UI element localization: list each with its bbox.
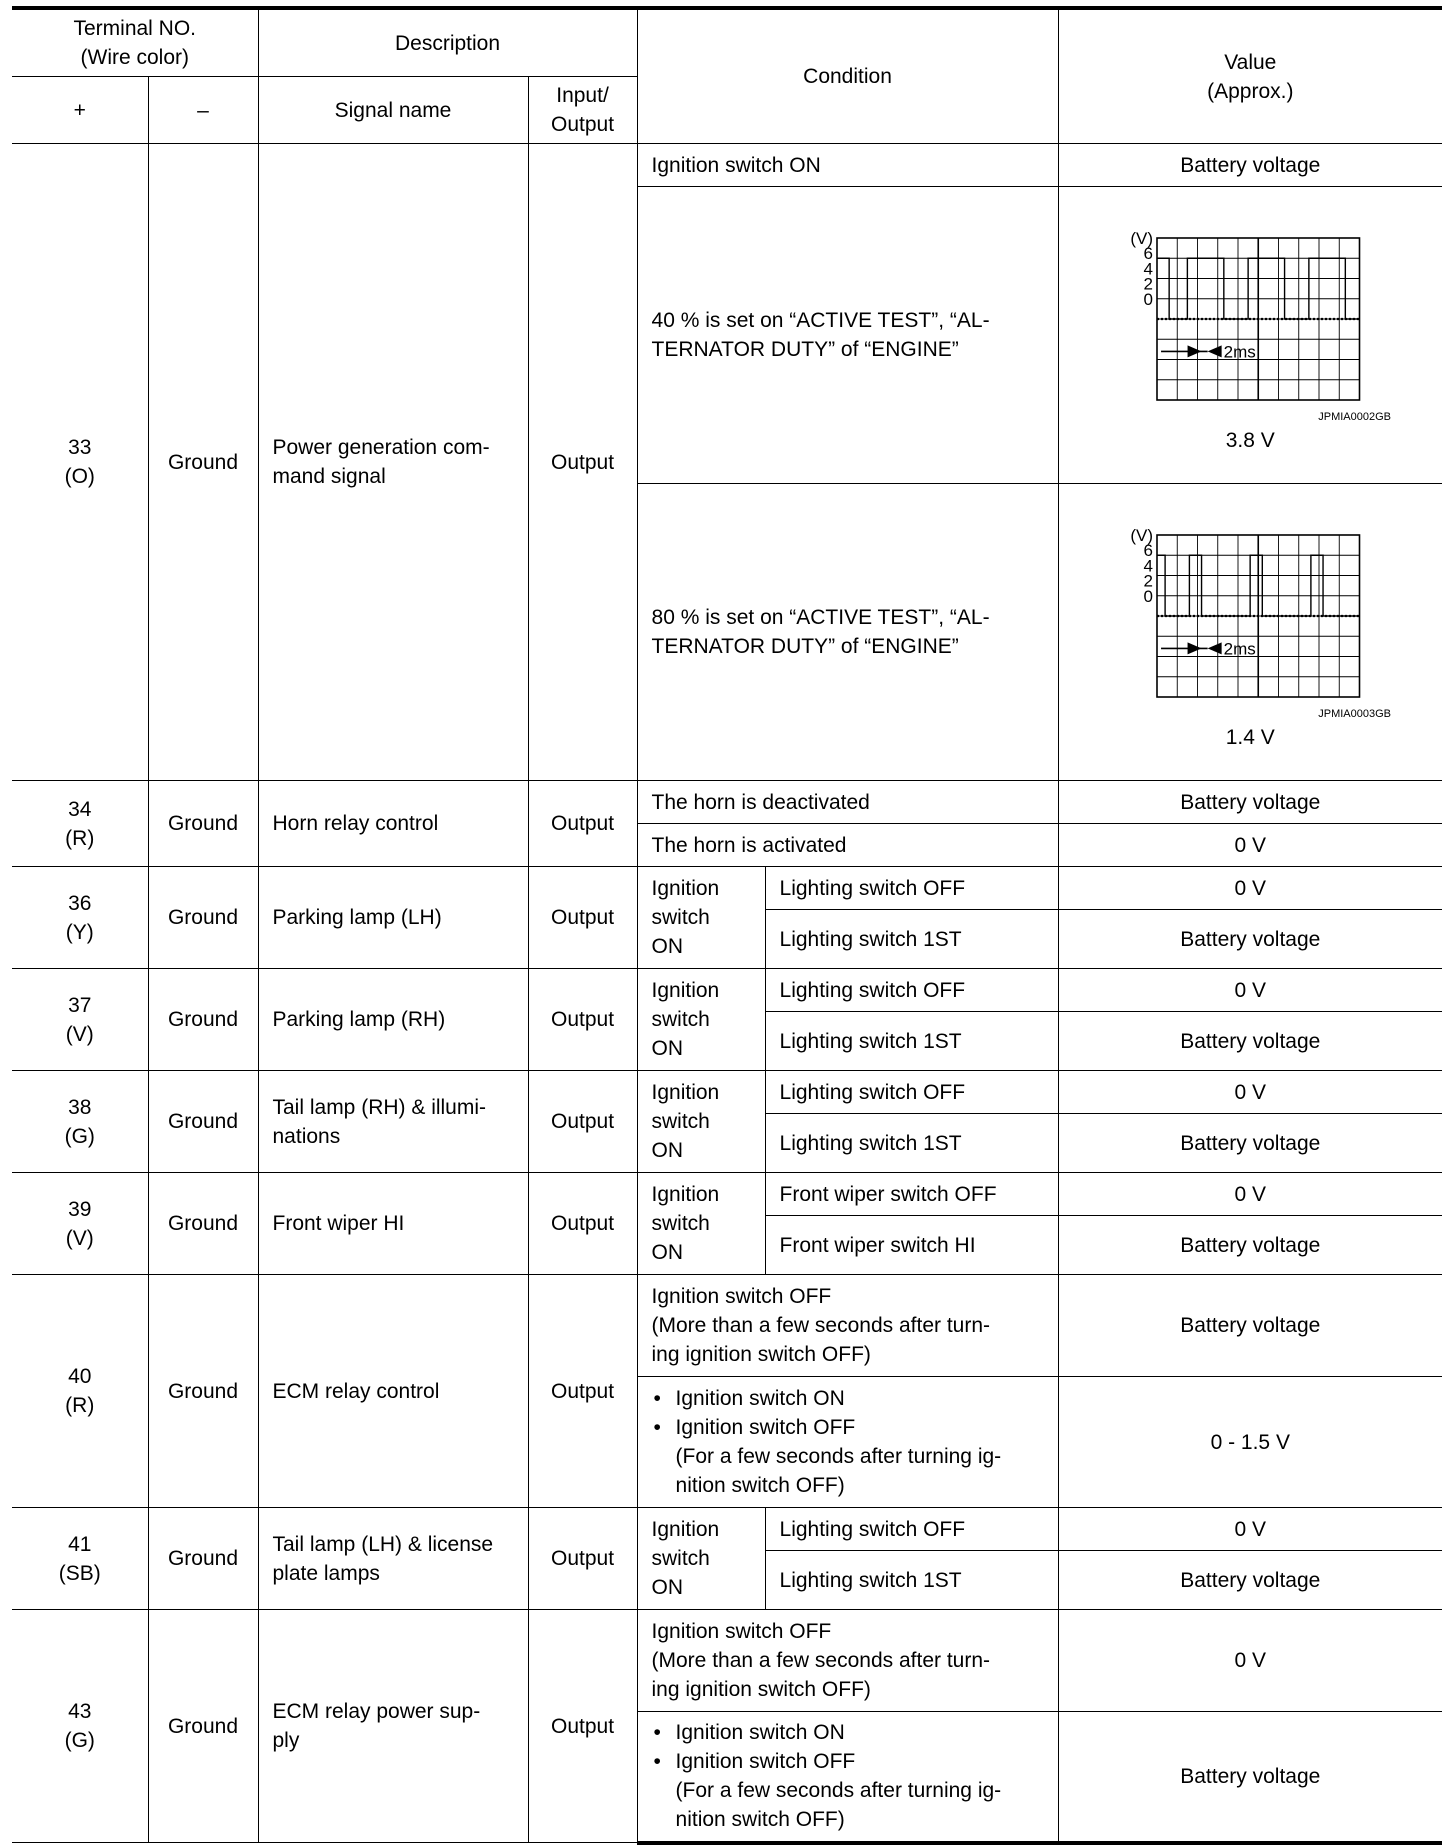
signal-name: Tail lamp (LH) & license plate lamps: [258, 1508, 528, 1610]
signal-name: Horn relay control: [258, 781, 528, 867]
condition-bullet: • Ignition switch ON: [676, 1718, 1044, 1747]
condition-sub: Lighting switch 1ST: [765, 910, 1058, 969]
value-cell: 1.4 V: [1225, 725, 1275, 749]
input-output-header: Input/ Output: [528, 77, 637, 144]
signal-name: ECM relay control: [258, 1275, 528, 1508]
condition-sub: Lighting switch OFF: [765, 1071, 1058, 1114]
axis-unit-label: (V): [1130, 525, 1154, 545]
condition-header: Condition: [637, 8, 1058, 144]
condition-cell: Ignition switch ON: [637, 144, 1058, 187]
ground-cell: Ground: [148, 1071, 258, 1173]
table-row: [12, 1508, 1442, 1551]
ground-cell: Ground: [148, 1508, 258, 1610]
condition-bullet-list: [652, 1384, 1044, 1500]
axis-tick-label: 2: [1143, 274, 1154, 294]
io-cell: Output: [528, 781, 637, 867]
condition-cell: Ignition switch OFF (More than a few seconds after turn- ing ignition switch OFF): [637, 1610, 1058, 1712]
condition-cell: 40 % is set on “ACTIVE TEST”, “AL- TERNATOR DUTY” of “ENGINE”: [637, 187, 1058, 484]
condition-cell: [637, 1712, 1058, 1843]
terminal-table: [12, 6, 1442, 1845]
value-cell: Battery voltage: [1058, 144, 1442, 187]
ground-cell: Ground: [148, 969, 258, 1071]
condition-sub: Lighting switch 1ST: [765, 1114, 1058, 1173]
signal-name: Tail lamp (RH) & illumi- nations: [258, 1071, 528, 1173]
waveform-cell: [1058, 187, 1442, 484]
value-cell: 0 V: [1058, 1508, 1442, 1551]
condition-sub: Lighting switch OFF: [765, 969, 1058, 1012]
io-cell: Output: [528, 969, 637, 1071]
ground-cell: Ground: [148, 144, 258, 781]
value-cell: 0 - 1.5 V: [1058, 1377, 1442, 1508]
value-cell: Battery voltage: [1058, 1275, 1442, 1377]
table-row: [12, 969, 1442, 1012]
figure-code: JPMIA0002GB: [1318, 410, 1392, 423]
condition-cell: The horn is deactivated: [637, 781, 1058, 824]
terminal-number: 34 (R): [12, 781, 148, 867]
value-cell: 0 V: [1058, 969, 1442, 1012]
signal-name: Parking lamp (LH): [258, 867, 528, 969]
axis-tick-label: 4: [1143, 258, 1154, 278]
period-label: 2ms: [1223, 341, 1257, 361]
condition-sub: Front wiper switch OFF: [765, 1173, 1058, 1216]
condition-main: Ignition switch ON: [637, 1071, 765, 1173]
period-label: 2ms: [1223, 638, 1257, 658]
waveform-cell: [1058, 484, 1442, 781]
ground-cell: Ground: [148, 1610, 258, 1843]
condition-main: Ignition switch ON: [637, 969, 765, 1071]
signal-name: Power generation com- mand signal: [258, 144, 528, 781]
axis-unit-label: (V): [1130, 228, 1154, 248]
terminal-number: 37 (V): [12, 969, 148, 1071]
value-cell: Battery voltage: [1058, 1551, 1442, 1610]
condition-sub: Lighting switch 1ST: [765, 1551, 1058, 1610]
table-row: [12, 1275, 1442, 1377]
value-cell: 0 V: [1058, 867, 1442, 910]
condition-bullet-note: (For a few seconds after turning ig- nition switch OFF): [675, 1445, 1002, 1497]
condition-bullet: [676, 1413, 1044, 1500]
condition-sub: Lighting switch OFF: [765, 1508, 1058, 1551]
header-row-1: [12, 8, 1442, 77]
value-cell: 0 V: [1058, 1173, 1442, 1216]
table-row: [12, 867, 1442, 910]
condition-bullet-text: Ignition switch OFF: [675, 1416, 856, 1439]
axis-tick-label: 0: [1143, 289, 1154, 309]
plus-header: +: [12, 77, 148, 144]
value-cell: 0 V: [1058, 1610, 1442, 1712]
terminal-no-header: Terminal NO. (Wire color): [12, 8, 258, 77]
period-arrow-head: [1188, 345, 1202, 357]
value-cell: 3.8 V: [1225, 428, 1275, 452]
signal-name-header: Signal name: [258, 77, 528, 144]
io-cell: Output: [528, 1275, 637, 1508]
table-row: [12, 1173, 1442, 1216]
ground-cell: Ground: [148, 1275, 258, 1508]
condition-bullet: [676, 1747, 1044, 1834]
terminal-number: 36 (Y): [12, 867, 148, 969]
signal-name: Front wiper HI: [258, 1173, 528, 1275]
condition-cell: 80 % is set on “ACTIVE TEST”, “AL- TERNATOR DUTY” of “ENGINE”: [637, 484, 1058, 781]
period-arrow-head: [1208, 642, 1222, 654]
signal-name: Parking lamp (RH): [258, 969, 528, 1071]
io-cell: Output: [528, 1173, 637, 1275]
table-row: [12, 1071, 1442, 1114]
value-cell: Battery voltage: [1058, 781, 1442, 824]
terminal-number: 40 (R): [12, 1275, 148, 1508]
value-cell: Battery voltage: [1058, 910, 1442, 969]
ground-cell: Ground: [148, 867, 258, 969]
value-cell: 0 V: [1058, 824, 1442, 867]
waveform-chart: [1105, 224, 1395, 424]
axis-tick-label: 6: [1143, 540, 1154, 560]
condition-cell: The horn is activated: [637, 824, 1058, 867]
condition-cell: [637, 1377, 1058, 1508]
period-arrow-head: [1188, 642, 1202, 654]
axis-tick-label: 0: [1143, 586, 1154, 606]
axis-tick-label: 4: [1143, 555, 1154, 575]
value-cell: Battery voltage: [1058, 1712, 1442, 1843]
value-cell: Battery voltage: [1058, 1114, 1442, 1173]
condition-main: Ignition switch ON: [637, 867, 765, 969]
io-cell: Output: [528, 144, 637, 781]
condition-bullet: • Ignition switch ON: [676, 1384, 1044, 1413]
io-cell: Output: [528, 1071, 637, 1173]
axis-tick-label: 2: [1143, 571, 1154, 591]
value-cell: Battery voltage: [1058, 1012, 1442, 1071]
value-cell: 0 V: [1058, 1071, 1442, 1114]
condition-sub: Front wiper switch HI: [765, 1216, 1058, 1275]
table-row: [12, 1610, 1442, 1712]
terminal-number: 39 (V): [12, 1173, 148, 1275]
terminal-number: 41 (SB): [12, 1508, 148, 1610]
signal-name: ECM relay power sup- ply: [258, 1610, 528, 1843]
table-row: [12, 144, 1442, 187]
io-cell: Output: [528, 867, 637, 969]
terminal-spec-sheet: [12, 6, 1442, 1845]
terminal-number: 43 (G): [12, 1610, 148, 1843]
condition-main: Ignition switch ON: [637, 1508, 765, 1610]
condition-bullet-note: (For a few seconds after turning ig- nition switch OFF): [675, 1779, 1002, 1832]
condition-main: Ignition switch ON: [637, 1173, 765, 1275]
figure-code: JPMIA0003GB: [1318, 707, 1392, 720]
period-arrow-head: [1208, 345, 1222, 357]
io-cell: Output: [528, 1610, 637, 1843]
terminal-number: 33 (O): [12, 144, 148, 781]
description-header: Description: [258, 8, 637, 77]
terminal-number: 38 (G): [12, 1071, 148, 1173]
condition-bullet-list: [652, 1718, 1044, 1834]
value-cell: Battery voltage: [1058, 1216, 1442, 1275]
axis-tick-label: 6: [1143, 243, 1154, 263]
ground-cell: Ground: [148, 781, 258, 867]
minus-header: –: [148, 77, 258, 144]
ground-cell: Ground: [148, 1173, 258, 1275]
condition-cell: Ignition switch OFF (More than a few seconds after turn- ing ignition switch OFF): [637, 1275, 1058, 1377]
condition-sub: Lighting switch OFF: [765, 867, 1058, 910]
value-header: Value (Approx.): [1058, 8, 1442, 144]
condition-bullet-text: Ignition switch OFF: [675, 1750, 856, 1774]
table-row: [12, 781, 1442, 824]
waveform-chart: [1105, 521, 1395, 721]
condition-sub: Lighting switch 1ST: [765, 1012, 1058, 1071]
io-cell: Output: [528, 1508, 637, 1610]
